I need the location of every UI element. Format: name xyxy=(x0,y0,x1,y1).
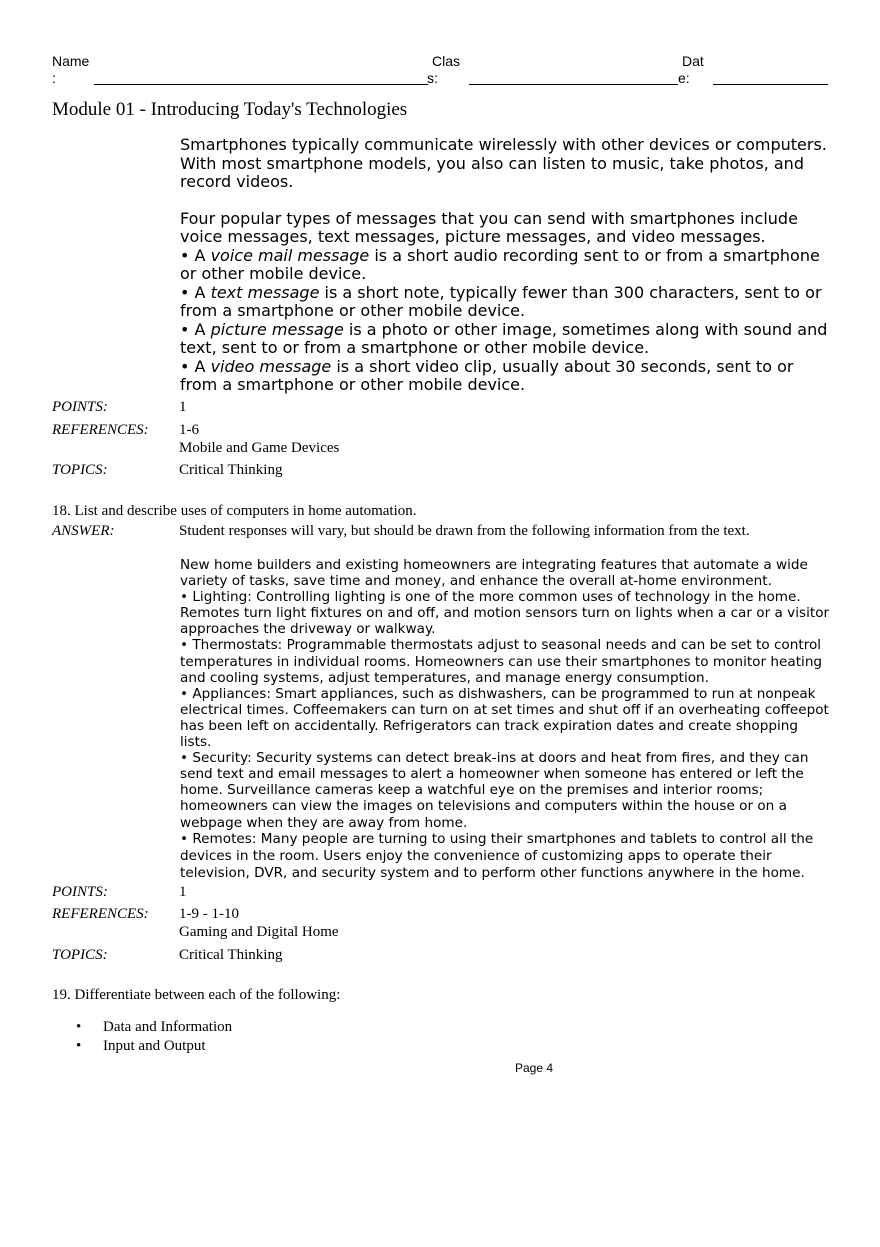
q18-bullet: • Remotes: Many people are turning to using their smartphones and tablets to control all the devices in the room. Users enjoy the convenience of customizing apps to operate their television, DVR, and security system and to perform other functions anywhere in the home. xyxy=(180,830,814,881)
q17-references-label: REFERENCES: xyxy=(52,422,149,438)
bullet-text: is a short audio recording sent to or from a smartphone or other mobile device. xyxy=(180,245,820,283)
name-label xyxy=(52,53,89,87)
q17-references-section: Mobile and Game Devices xyxy=(179,440,340,456)
q18-points-label: POINTS: xyxy=(52,884,108,900)
bullet-dot-icon: • xyxy=(76,1019,82,1035)
q17-bullet xyxy=(180,247,835,284)
class-line xyxy=(469,84,678,85)
q18-points-value: 1 xyxy=(179,884,187,900)
q18-bullet: • Thermostats: Programmable thermostats adjust to seasonal needs and can be set to control temperatures in individual rooms. Homeowners can use their smartphones to monitor heating and cooling systems, adjust temperatures, and manage energy consumption. xyxy=(180,637,823,686)
bullet-dot-icon: • xyxy=(76,1038,82,1054)
q19-item: Input and Output xyxy=(103,1038,206,1054)
bullet-prefix: • A xyxy=(180,356,211,376)
bullet-term: text message xyxy=(210,282,320,302)
q17-para-1: Smartphones typically communicate wirelessly with other devices or computers. With most smartphone models, you also can listen to music, take photos, and record videos. xyxy=(180,135,827,191)
q17-bullet xyxy=(180,284,835,321)
bullet-text: is a short note, typically fewer than 300 characters, sent to or from a smartphone or other mobile device. xyxy=(180,282,822,320)
bullet-prefix: • A xyxy=(180,282,211,302)
bullet-text: is a photo or other image, sometimes along with sound and text, sent to or from a smartphone or other mobile device. xyxy=(180,319,828,357)
q17-bullet xyxy=(180,358,835,395)
q18-answer-body xyxy=(180,557,830,882)
q18-references-label: REFERENCES: xyxy=(52,906,149,922)
page-number: Page 4 xyxy=(515,1061,554,1075)
class-label-bottom: s: xyxy=(427,70,438,86)
bullet-term: video message xyxy=(210,356,332,376)
q18-bullet: • Security: Security systems can detect break-ins at doors and heat from fires, and they can send text and email messages to alert a homeowner when someone has entered or left the home. Surveillance cameras keep a watchful eye on the premises and interior rooms; homeowners can view the images on televisions and computers within the house or on a webpage when they are away from home. xyxy=(180,750,809,831)
class-label-top: Clas xyxy=(432,53,461,69)
bullet-prefix: • A xyxy=(180,245,211,265)
q17-points-label: POINTS: xyxy=(52,399,108,415)
q19-item: Data and Information xyxy=(103,1019,233,1035)
q18-question: 18. List and describe uses of computers in home automation. xyxy=(52,503,417,519)
bullet-text: is a short video clip, usually about 30 seconds, sent to or from a smartphone or other mobile device. xyxy=(180,356,794,394)
bullet-term: voice mail message xyxy=(210,245,370,265)
q18-para-1: New home builders and existing homeowners are integrating features that automate a wide variety of tasks, save time and money, and enhance the overall at-home environment. xyxy=(180,557,808,590)
bullet-term: picture message xyxy=(210,319,344,339)
bullet-prefix: • A xyxy=(180,319,211,339)
date-line xyxy=(713,84,828,85)
date-label-bottom: e: xyxy=(678,70,690,86)
name-label-top: Name xyxy=(52,53,90,69)
module-title: Module 01 - Introducing Today's Technologies xyxy=(52,99,408,120)
q17-topics-value: Critical Thinking xyxy=(179,462,283,478)
q18-answer-intro: Student responses will vary, but should be drawn from the following information from the text. xyxy=(179,523,750,539)
q17-points-value: 1 xyxy=(179,399,187,415)
date-label-top: Dat xyxy=(682,53,704,69)
q17-para-2: Four popular types of messages that you can send with smartphones include voice messages, text messages, picture messages, and video messages. xyxy=(180,208,798,246)
q17-references-value: 1-6 xyxy=(179,422,199,438)
q18-bullet: • Appliances: Smart appliances, such as dishwashers, can be programmed to run at nonpeak electrical times. Coffeemakers can turn on at set times and shut off if an overheating coffeepot has been left on accidentally. Refrigerators can track expiration dates and create shopping lists. xyxy=(180,685,829,751)
name-line xyxy=(94,84,428,85)
q18-references-section: Gaming and Digital Home xyxy=(179,924,339,940)
q19-question: 19. Differentiate between each of the following: xyxy=(52,987,341,1003)
name-label-bottom: : xyxy=(52,70,56,86)
class-label xyxy=(427,53,460,87)
q18-references-value: 1-9 - 1-10 xyxy=(179,906,239,922)
q17-answer-body xyxy=(180,136,835,395)
q18-topics-label: TOPICS: xyxy=(52,947,108,963)
q17-topics-label: TOPICS: xyxy=(52,462,108,478)
q18-answer-label: ANSWER: xyxy=(52,523,115,539)
date-label xyxy=(678,53,704,87)
q18-topics-value: Critical Thinking xyxy=(179,947,283,963)
q18-bullet: • Lighting: Controlling lighting is one of the more common uses of technology in the home. Remotes turn light fixtures on and off, and motion sensors turn on lights when a car or a visitor approaches the driveway or walkway. xyxy=(180,589,830,638)
q17-bullet xyxy=(180,321,835,358)
